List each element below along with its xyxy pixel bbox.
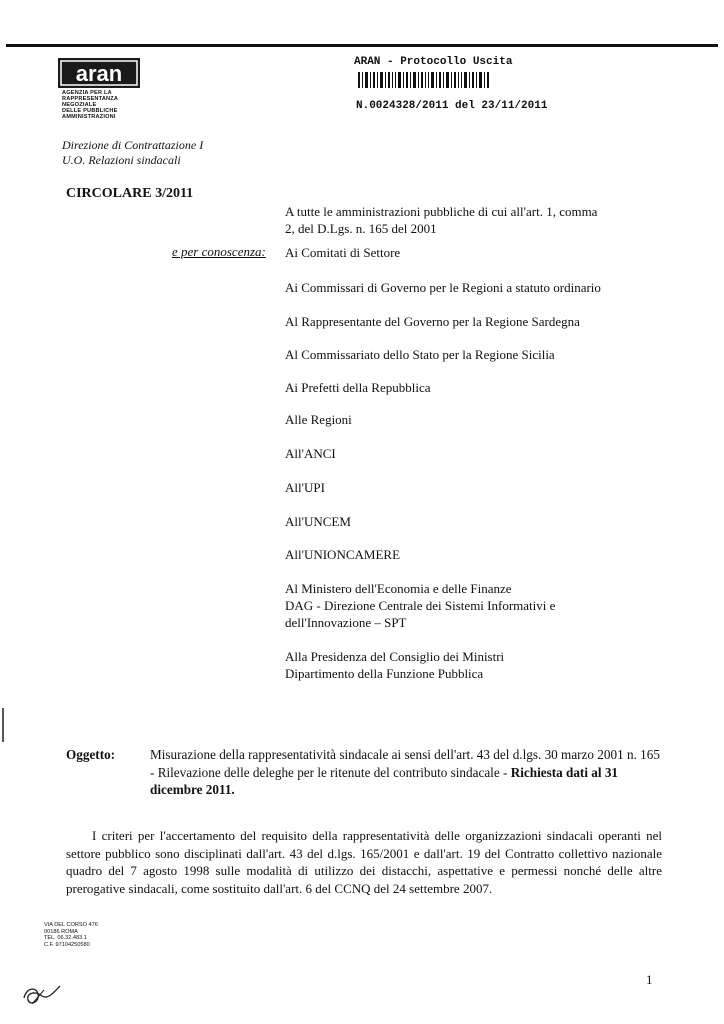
handwritten-initials [20,982,64,1010]
recipient-item: Al Commissariato dello Stato per la Regione Sicilia [285,347,555,362]
recipient-item: Ai Comitati di Settore [285,245,401,260]
recipient-main-line: A tutte le amministrazioni pubbliche di cui all'art. 1, comma [285,204,598,219]
body-paragraph [66,827,662,897]
recipient-item: All'UNCEM [285,514,351,529]
recipient-item: All'ANCI [285,446,336,461]
per-conoscenza-label: e per conoscenza: [172,244,266,259]
agency-line: RAPPRESENTANZA [62,96,119,102]
body-paragraph-text: I criteri per l'accertamento del requisito della rappresentatività delle organizzazioni sindacali operanti nel settore pubblico sono disciplinati dall'art. 43 del d.lgs. 165/2001 e dall'art. 19 del Contratto collettivo nazionale quadro del 7 agosto 1998 sulle modalità di utilizzo dei distacchi, aspettative e permessi nonché delle altre prerogative sindacali, come sostituito dall'art. 6 del CCNQ del 24 settembre 2007. [66,828,662,896]
agency-line: DELLE PUBBLICHE [62,108,118,114]
dept-line-2: U.O. Relazioni sindacali [62,153,181,167]
top-rule [6,44,718,47]
agency-name [62,90,118,120]
protocol-number: N.0024328/2011 del 23/11/2011 [356,100,548,112]
recipient-item: All'UNIONCAMERE [285,547,401,562]
recipient-mef-line: Al Ministero dell'Economia e delle Finanze [285,581,512,596]
subject-text-bold: Richiesta dati al 31 dicembre 2011. [150,764,619,797]
recipient-item: Al Rappresentante del Governo per la Regione Sardegna [285,314,580,329]
recipient-item: Ai Commissari di Governo per le Regioni a statuto ordinario [285,280,601,295]
recipient-item: Ai Prefetti della Repubblica [285,380,431,395]
recipient-item: All'UPI [285,480,325,495]
protocol-title: ARAN - Protocollo Uscita [354,56,513,68]
agency-line: AGENZIA PER LA [62,90,112,96]
recipient-mef-line: DAG - Direzione Centrale dei Sistemi Informativi e [285,598,556,613]
footer-line: 00186 ROMA [44,928,78,935]
circular-title: CIRCOLARE 3/2011 [66,186,194,201]
recipient-pcm [285,648,685,682]
recipient-mef [285,580,685,631]
subject-label: Oggetto: [66,747,116,762]
recipient-pcm-line: Dipartimento della Funzione Pubblica [285,666,484,681]
subject-block [66,746,666,799]
agency-line: AMMINISTRAZIONI [62,114,116,120]
recipient-main [285,203,685,237]
recipient-mef-line: dell'Innovazione – SPT [285,615,407,630]
agency-line: NEGOZIALE [62,102,97,108]
logo-text: aran [75,61,123,86]
footer-address [44,922,98,948]
footer-line: VIA DEL CORSO 476 [44,922,98,928]
aran-logo [58,58,140,88]
dept-line-1: Direzione di Contrattazione I [62,138,204,152]
recipient-main-line: 2, del D.Lgs. n. 165 del 2001 [285,221,437,236]
footer-line: C.F. 97104250580 [44,941,90,948]
recipient-pcm-line: Alla Presidenza del Consiglio dei Ministri [285,649,505,664]
footer-line: TEL. 06.32.483.1 [44,935,87,941]
subject-text [150,746,666,799]
department [62,138,203,168]
recipient-item: Alle Regioni [285,412,352,427]
page-number: 1 [646,972,653,987]
subject-text-regular: Misurazione della rappresentatività sindacale ai sensi dell'art. 43 del d.lgs. 30 marzo 2001 n. 165 - Rilevazione delle deleghe per le ritenute del contributo sindacale - [150,747,660,780]
barcode [358,72,490,88]
scan-margin-mark [2,708,4,742]
